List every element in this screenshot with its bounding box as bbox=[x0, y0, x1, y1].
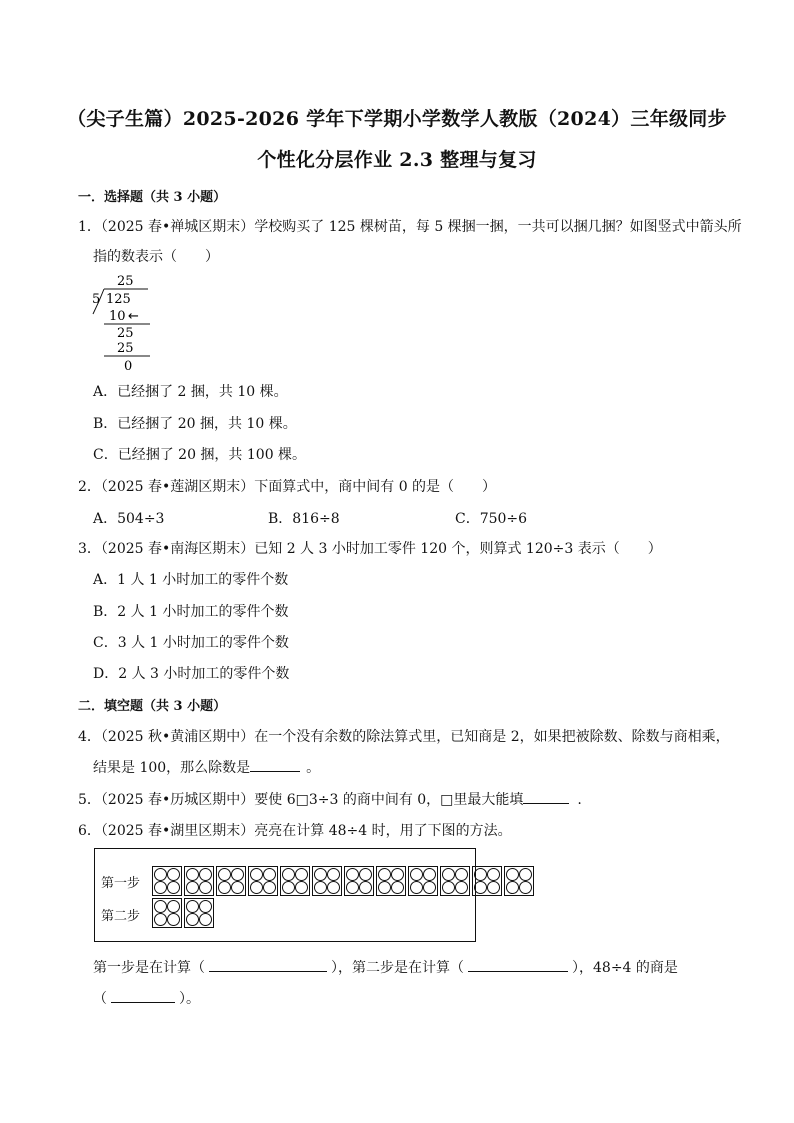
circle-group bbox=[152, 898, 182, 928]
circle-icon bbox=[506, 868, 519, 881]
circle-icon bbox=[282, 881, 295, 894]
circle-icon bbox=[199, 881, 212, 894]
question-4-line1: 4．（2025 秋•黄浦区期中）在一个没有余数的除法算式里，已知商是 2，如果把被除数、除数与商相乘， bbox=[78, 729, 730, 745]
circle-group bbox=[248, 866, 278, 896]
circle-icon bbox=[186, 881, 199, 894]
division-step1: 10 bbox=[109, 309, 126, 324]
circle-icon bbox=[199, 868, 212, 881]
step1-label: 第一步 bbox=[101, 876, 141, 891]
circle-icon bbox=[218, 881, 231, 894]
circle-icon bbox=[442, 868, 455, 881]
question-1-stem-line2: 指的数表示（ ） bbox=[93, 249, 219, 265]
question-3-option-d: D．2 人 3 小时加工的零件个数 bbox=[93, 666, 290, 682]
question-2-option-b: B．816÷8 bbox=[268, 511, 340, 527]
question-6-answer-line1 bbox=[93, 957, 678, 977]
circle-icon bbox=[199, 900, 212, 913]
circle-icon bbox=[314, 868, 327, 881]
answer-blank-q4[interactable] bbox=[250, 771, 300, 772]
arrow-icon: ← bbox=[128, 309, 139, 324]
division-remainder1: 25 bbox=[117, 326, 134, 341]
circle-icon bbox=[410, 881, 423, 894]
q6-answer-text-e: ）。 bbox=[179, 991, 200, 1007]
circle-icon bbox=[455, 868, 468, 881]
circle-group bbox=[184, 866, 214, 896]
circle-group bbox=[280, 866, 310, 896]
circle-icon bbox=[295, 881, 308, 894]
circle-icon bbox=[487, 881, 500, 894]
circle-icon bbox=[199, 913, 212, 926]
page-title-line2: 个性化分层作业 2.3 整理与复习 bbox=[257, 149, 537, 171]
circle-icon bbox=[391, 868, 404, 881]
circle-icon bbox=[154, 913, 167, 926]
circle-icon bbox=[423, 881, 436, 894]
division-final: 0 bbox=[124, 359, 133, 374]
question-2-stem: 2．（2025 春•莲湖区期末）下面算式中，商中间有 0 的是（ ） bbox=[78, 479, 497, 495]
section-heading-choice: 一．选择题（共 3 小题） bbox=[78, 190, 227, 205]
circle-icon bbox=[186, 868, 199, 881]
circle-icon bbox=[487, 868, 500, 881]
circle-icon bbox=[474, 881, 487, 894]
answer-blank-q6-step1[interactable] bbox=[209, 971, 327, 972]
circle-icon bbox=[167, 913, 180, 926]
circle-icon bbox=[186, 913, 199, 926]
circle-icon bbox=[359, 868, 372, 881]
circle-group bbox=[344, 866, 374, 896]
circle-icon bbox=[410, 868, 423, 881]
circle-icon bbox=[378, 881, 391, 894]
question-3-option-c: C．3 人 1 小时加工的零件个数 bbox=[93, 635, 289, 651]
circle-icon bbox=[167, 868, 180, 881]
circle-group bbox=[504, 866, 534, 896]
q6-answer-text-d: （ bbox=[93, 991, 107, 1007]
circle-icon bbox=[295, 868, 308, 881]
circle-icon bbox=[346, 881, 359, 894]
circle-group bbox=[408, 866, 438, 896]
circle-grouping-figure bbox=[94, 848, 476, 942]
question-3-option-b: B．2 人 1 小时加工的零件个数 bbox=[93, 604, 289, 620]
circle-icon bbox=[154, 868, 167, 881]
circle-group bbox=[312, 866, 342, 896]
circle-group bbox=[440, 866, 470, 896]
division-step2: 25 bbox=[117, 341, 134, 356]
circle-icon bbox=[314, 881, 327, 894]
circle-icon bbox=[154, 900, 167, 913]
answer-blank-q6-step2[interactable] bbox=[468, 971, 568, 972]
division-divisor: 5 bbox=[92, 292, 101, 307]
circle-icon bbox=[154, 881, 167, 894]
question-3-option-a: A．1 人 1 小时加工的零件个数 bbox=[93, 572, 289, 588]
question-4-line2 bbox=[93, 757, 320, 777]
step2-groups bbox=[152, 898, 232, 928]
circle-icon bbox=[359, 881, 372, 894]
question-2-option-a: A．504÷3 bbox=[93, 511, 165, 527]
answer-blank-q6-quotient[interactable] bbox=[111, 1002, 175, 1003]
step1-groups bbox=[152, 866, 472, 896]
question-5-text: 5．（2025 春•历城区期中）要使 6□3÷3 的商中间有 0，□里最大能填 bbox=[78, 792, 524, 808]
circle-icon bbox=[506, 881, 519, 894]
circle-icon bbox=[474, 868, 487, 881]
long-division-figure bbox=[90, 270, 160, 374]
circle-group bbox=[376, 866, 406, 896]
circle-icon bbox=[250, 881, 263, 894]
question-1-option-b: B．已经捆了 20 捆，共 10 棵。 bbox=[93, 416, 297, 432]
step2-label: 第二步 bbox=[101, 909, 141, 924]
circle-icon bbox=[442, 881, 455, 894]
circle-icon bbox=[378, 868, 391, 881]
circle-icon bbox=[455, 881, 468, 894]
question-5 bbox=[78, 789, 582, 809]
question-4-line2-end: 。 bbox=[306, 760, 321, 776]
division-quotient: 25 bbox=[117, 274, 134, 289]
question-6-answer-line2 bbox=[93, 988, 200, 1008]
section-heading-fill: 二．填空题（共 3 小题） bbox=[78, 699, 227, 714]
circle-icon bbox=[218, 868, 231, 881]
circle-icon bbox=[327, 881, 340, 894]
circle-icon bbox=[282, 868, 295, 881]
q6-answer-text-c: ），48÷4 的商是 bbox=[572, 960, 678, 976]
division-dividend: 125 bbox=[106, 292, 131, 307]
question-4-line2-text: 结果是 100，那么除数是 bbox=[93, 760, 251, 776]
question-5-end: . bbox=[577, 792, 582, 808]
circle-icon bbox=[167, 881, 180, 894]
circle-group bbox=[184, 898, 214, 928]
answer-blank-q5[interactable] bbox=[523, 803, 569, 804]
circle-group bbox=[472, 866, 502, 896]
circle-icon bbox=[167, 900, 180, 913]
question-3-stem: 3．（2025 春•南海区期末）已知 2 人 3 小时加工零件 120 个，则算式 120÷3 表示（ ） bbox=[78, 541, 662, 557]
question-2-option-c: C．750÷6 bbox=[455, 511, 528, 527]
q6-answer-text-b: ），第二步是在计算（ bbox=[331, 960, 464, 976]
question-1-option-c: C．已经捆了 20 捆，共 100 棵。 bbox=[93, 447, 307, 463]
circle-group bbox=[216, 866, 246, 896]
circle-icon bbox=[231, 868, 244, 881]
question-6-stem: 6．（2025 春•湖里区期末）亮亮在计算 48÷4 时，用了下图的方法。 bbox=[78, 823, 512, 839]
circle-icon bbox=[231, 881, 244, 894]
circle-icon bbox=[346, 868, 359, 881]
circle-icon bbox=[519, 868, 532, 881]
question-1-option-a: A．已经捆了 2 捆，共 10 棵。 bbox=[93, 384, 288, 400]
circle-icon bbox=[391, 881, 404, 894]
question-1-stem-line1: 1．（2025 春•禅城区期末）学校购买了 125 棵树苗，每 5 棵捆一捆，一共可以捆几捆？如图竖式中箭头所 bbox=[78, 219, 742, 235]
circle-icon bbox=[250, 868, 263, 881]
circle-icon bbox=[519, 881, 532, 894]
circle-icon bbox=[423, 868, 436, 881]
circle-icon bbox=[263, 868, 276, 881]
circle-icon bbox=[327, 868, 340, 881]
circle-group bbox=[152, 866, 182, 896]
circle-icon bbox=[186, 900, 199, 913]
q6-answer-text-a: 第一步是在计算（ bbox=[93, 960, 205, 976]
circle-icon bbox=[263, 881, 276, 894]
page-title-line1: （尖子生篇）2025-2026 学年下学期小学数学人教版（2024）三年级同步 bbox=[67, 108, 727, 130]
